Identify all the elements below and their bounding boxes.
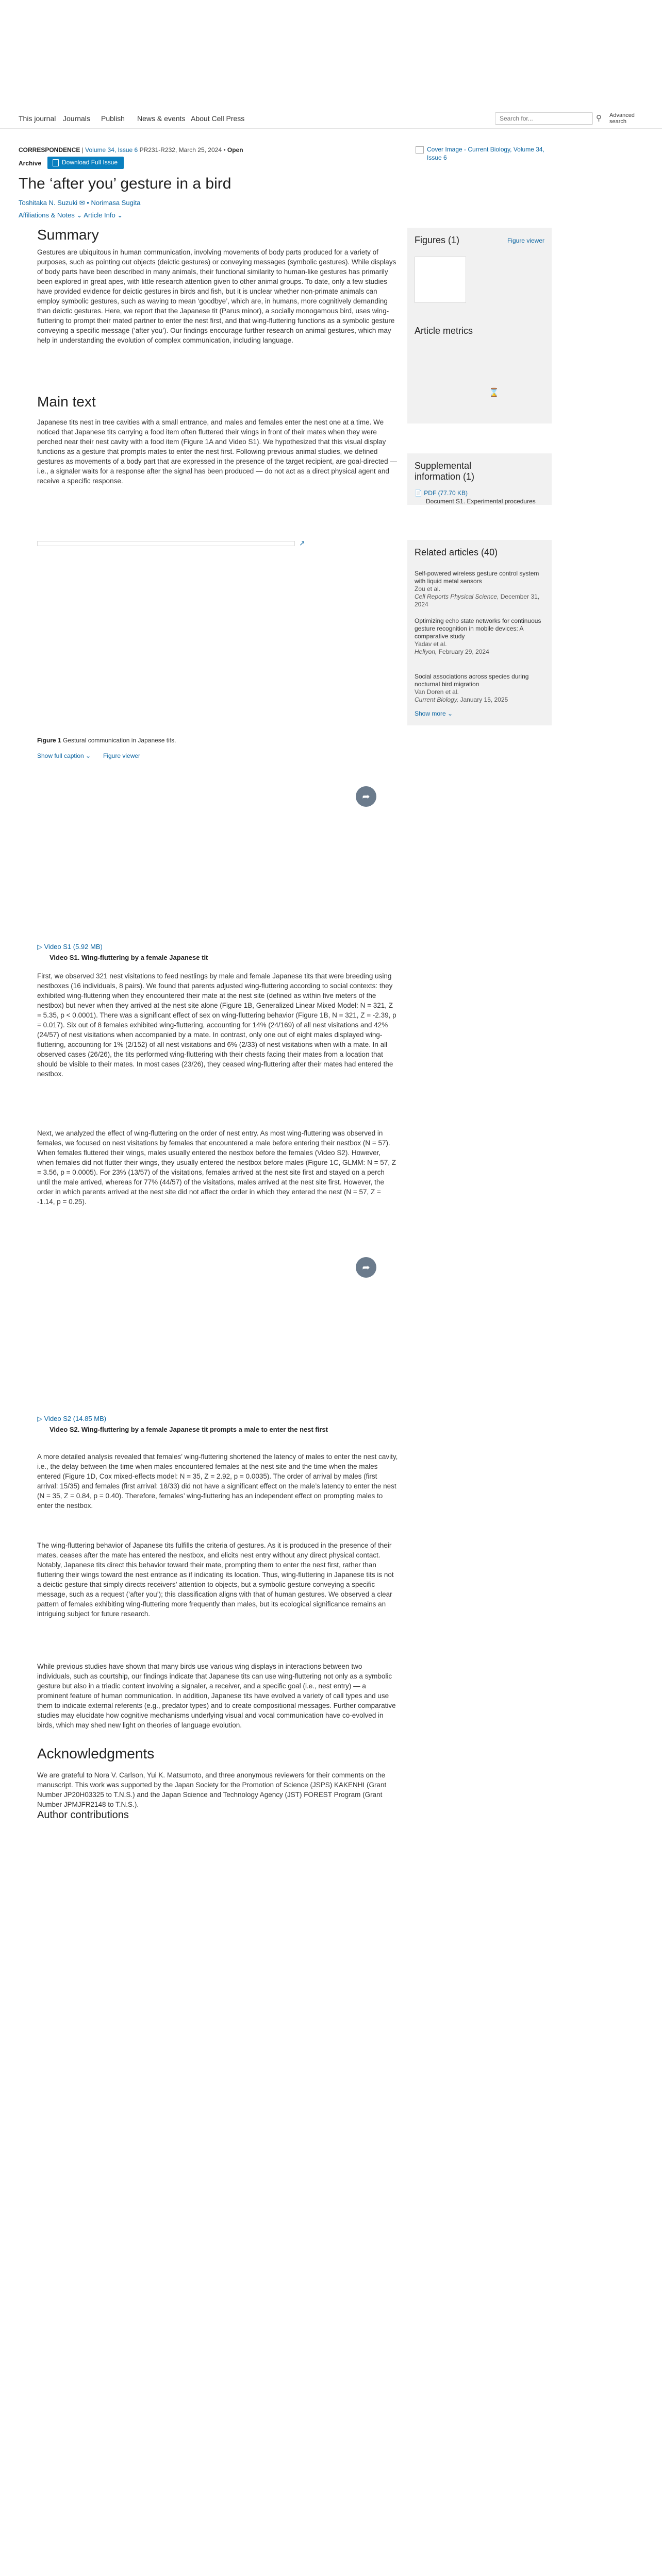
pdf-icon: 📄 xyxy=(415,489,422,497)
supplemental-panel xyxy=(407,453,552,505)
nav-journals[interactable]: Journals xyxy=(63,114,90,123)
download-full-issue-button[interactable] xyxy=(47,157,124,169)
video-s2-link[interactable] xyxy=(37,1415,106,1423)
figure-1-caption xyxy=(37,737,176,744)
show-more-link[interactable]: Show more ⌄ xyxy=(415,710,453,717)
related-item-journal: Current Biology, xyxy=(415,696,459,703)
related-item-authors: Yadav et al. xyxy=(415,640,447,648)
related-item-date: February 29, 2024 xyxy=(438,648,489,655)
article-pages: PR231-R232, March 25, 2024 xyxy=(139,146,222,154)
article-title: The ‘after you’ gesture in a bird xyxy=(19,175,231,192)
analysis-p3: While previous studies have shown that many birds use various wing displays in interactions between two individuals, such as courtship, our findings indicate that Japanese tits can use wing-fluttering not only as a symbolic gesture but also in a triadic context involving a signaler, a receiver, and a specific goal (i.e., nest entry) — a prominent feature of human communication. In addition, Japanese tits have evolved a variety of call types and use them to indicate external referents (e.g., predator types) and to create compositional messages. Further comparative studies may elucidate how cognitive mechanisms underlying visual and vocal communication have co-evolved in birds, which may shed new light on theories of language evolution. xyxy=(37,1663,396,1729)
share-icon-2[interactable]: ➦ xyxy=(356,1257,376,1278)
video-s2-label: Video S2 (14.85 MB) xyxy=(44,1415,107,1422)
cover-image-link[interactable] xyxy=(416,145,550,162)
related-item-title: Social associations across species during nocturnal bird migration xyxy=(415,673,529,688)
download-full-issue-label: Download Full Issue xyxy=(62,159,118,166)
nav-news-events[interactable]: News & events xyxy=(137,114,186,123)
related-item-date: January 15, 2025 xyxy=(460,696,508,703)
supp-pdf-label: PDF (77.70 KB) xyxy=(424,489,468,497)
ack-heading: Acknowledgments xyxy=(37,1745,155,1761)
related-item-date: December 31, 2024 xyxy=(415,593,540,608)
related-item[interactable] xyxy=(415,570,544,608)
video-s1-caption: Video S1. Wing-fluttering by a female Japanese tit xyxy=(49,954,208,961)
analysis-p2: The wing-fluttering behavior of Japanese tits fulfills the criteria of gestures. As it is produced in the presence of their mates, ceases after the mate has entered the nestbox, and elicits nest entry without any direct physical contact. Notably, Japanese tits direct this behavior toward their mate, prompting them to enter the nest first, rather than fluttering their wings toward the nest entrance as if indicating its location. Thus, wing-fluttering in Japanese tits is not a deictic gesture that simply directs receivers’ attention to objects, but a symbolic gesture conveying a specific message, such as a request (‘after you’); this classification aligns with that of human gestures. We observed a clear pattern of females exhibiting wing-fluttering more frequently than males, but its ecological significance remains an intriguing subject for future research. xyxy=(37,1541,394,1618)
figures-title: Figures (1) xyxy=(415,235,460,245)
analysis-p1: A more detailed analysis revealed that females’ wing-fluttering shortened the latency of males to enter the nest cavity, i.e., the delay between the time when males encountered females at the nest site and the time when the males entered (Figure 1D, Cox mixed-effects model: N = 35, Z = 2.92, p = 0.0035). The order of arrival by males (first arrival: 15/35) and females (first arrival: 18/33) did not have a significant effect on the male’s latency to enter the nest (N = 35, Z = 0.84, p = 0.40). Therefore, females’ wing-fluttering has an independent effect on prompting males to enter the nestbox. xyxy=(37,1453,398,1510)
figure-1-caption-text: Gestural communication in Japanese tits. xyxy=(63,737,176,744)
affiliations-article-info[interactable]: Affiliations & Notes ⌄ Article Info ⌄ xyxy=(19,211,123,219)
video-s1-link[interactable] xyxy=(37,943,103,951)
cover-image-label: Cover Image - Current Biology, Volume 34, Issue 6 xyxy=(427,146,544,161)
sidebar-figure-viewer-link[interactable]: Figure viewer xyxy=(507,237,544,244)
open-access-badge: Open xyxy=(227,146,243,154)
nav-publish[interactable]: Publish xyxy=(101,114,125,123)
figures-panel xyxy=(407,228,552,423)
article-type: CORRESPONDENCE xyxy=(19,146,80,154)
video-s2-caption: Video S2. Wing-fluttering by a female Japanese tit prompts a male to enter the nest first xyxy=(49,1426,328,1433)
article-meta: CORRESPONDENCE | Volume 34, Issue 6 PR231-R232, March 25, 2024 • Open xyxy=(19,146,243,154)
show-full-caption-link[interactable]: Show full caption ⌄ xyxy=(37,752,91,759)
related-item-authors: Van Doren et al. xyxy=(415,688,459,696)
figure-thumbnail[interactable] xyxy=(415,257,466,303)
author-contrib-heading: Author contributions xyxy=(37,1809,129,1821)
supp-pdf-link[interactable] xyxy=(415,489,468,497)
nav-this-journal[interactable]: This journal xyxy=(19,114,56,123)
related-item[interactable] xyxy=(415,673,544,704)
author-list[interactable]: Toshitaka N. Suzuki ✉ • Norimasa Sugita xyxy=(19,199,141,207)
top-nav xyxy=(0,108,662,129)
loading-icon: ⌛ xyxy=(489,388,499,397)
related-item-title: Optimizing echo state networks for continuous gesture recognition in mobile devices: A comparative study xyxy=(415,617,541,640)
related-item-authors: Zou et al. xyxy=(415,585,441,592)
search-input[interactable] xyxy=(495,112,593,125)
image-icon xyxy=(416,146,424,154)
ack-text: We are grateful to Nora V. Carlson, Yui K. Matsumoto, and three anonymous reviewers for their comments on the manuscript. This work was supported by the Japan Society for the Promotion of Science (JSPS) KAKENHI (Grant Number JP20H03325 to T.N.S.) and the Japan Science and Technology Agency (JST) FOREST Program (Grant Number JPMJFR2148 to T.N.S.). xyxy=(37,1771,387,1808)
results-p2: Next, we analyzed the effect of wing-fluttering on the order of nest entry. As most wing-fluttering was observed in females, we focused on nest visitations by females that encountered a male before entering their nestbox (N = 57). When females fluttered their wings, males usually entered the nestbox before the females (Video S2). However, when females did not flutter their wings, they usually entered the nestbox before males (Figure 1C, GLMM: N = 57, Z = 3.56, p = 0.0005). For 23% (13/57) of the visitations, females arrived at the nest site first and stayed on a perch until the male arrived, whereas for 77% (44/57) of the visitations, males arrived at the nest site first. However, the order in which parents arrived at the nest site did not affect the order in which they entered the nest (N = 57, Z = -1.14, p = 0.25). xyxy=(37,1129,396,1206)
main-text-p1: Japanese tits nest in tree cavities with a small entrance, and males and females enter the nest one at a time. We noticed that Japanese tits carrying a food item often fluttered their wings in front of their mates when they were perched near their nest cavity with a food item (Figure 1A and Video S1). We hypothesized that this visual display functions as a gesture that prompts mates to enter the nest first. Following previous animal studies, we defined gestures as movements of a body part that are expressed in the presence of the target recipient, are goal-directed — i.e., a signaler waits for a response after the signal has been produced — do not act as a direct physical agent and receive a specific response. xyxy=(37,418,397,485)
related-title: Related articles (40) xyxy=(415,547,498,557)
share-icon[interactable]: ➦ xyxy=(356,786,376,807)
metrics-title: Article metrics xyxy=(415,326,473,336)
supp-doc-label: Document S1. Experimental procedures xyxy=(426,498,536,505)
figure-viewer-link[interactable]: Figure viewer xyxy=(103,752,141,759)
figure-1-label: Figure 1 xyxy=(37,737,61,744)
results-p1: First, we observed 321 nest visitations to feed nestlings by male and female Japanese tits that were breeding using nestboxes (16 individuals, 8 pairs). We found that parents adjusted wing-fluttering according to social contexts: they exhibited wing-fluttering when they encountered their mate at the nest site (defined as within five meters of the nestbox) but never when they arrived at the nest site alone (Figure 1B, Generalized Linear Mixed Model: N = 321, Z = 5.35, p < 0.0001). There was a significant effect of sex on wing-fluttering behavior (Figure 1B, N = 321, Z = -2.39, p = 0.017). Six out of 8 females exhibited wing-fluttering, accounting for 14% (24/169) of all nest visitations and 42% (24/57) of nest visitations when accompanied by a mate. In contrast, only one out of eight males displayed wing-fluttering, accounting for 1% (2/152) of all nest visitations and 6% (2/33) of nest visitations when with a mate. In all observed cases (26/26), the tits performed wing-fluttering with their chests facing their mates from a location that should be visible to their mates. In most cases (23/26), they ceased wing-fluttering after their mates had entered the nestbox. xyxy=(37,972,396,1078)
related-item-journal: Cell Reports Physical Science, xyxy=(415,593,499,600)
supp-title: Supplemental information (1) xyxy=(415,461,475,482)
video-s1-label: Video S1 (5.92 MB) xyxy=(44,943,103,951)
pdf-icon xyxy=(53,159,59,166)
volume-link[interactable]: Volume 34, Issue 6 xyxy=(85,146,138,154)
related-panel xyxy=(407,540,552,725)
related-item-journal: Heliyon, xyxy=(415,648,437,655)
video-icon: ▷ xyxy=(37,1415,42,1422)
search-icon[interactable]: ⚲ xyxy=(596,114,602,123)
advanced-search-link[interactable]: Advanced search xyxy=(609,112,635,125)
summary-heading: Summary xyxy=(37,227,99,243)
nav-about[interactable]: About Cell Press xyxy=(191,114,245,123)
main-text-heading: Main text xyxy=(37,394,96,410)
related-item-title: Self-powered wireless gesture control system with liquid metal sensors xyxy=(415,570,539,585)
video-icon: ▷ xyxy=(37,943,42,951)
summary-text: Gestures are ubiquitous in human communication, involving movements of body parts produced for a variety of purposes, such as pointing out objects (deictic gestures) or conveying messages (symbolic gestures). While displays of body parts have been described in many animals, their functional similarity to human-like gestures has primarily been explored in great apes, with little research attention given to other animal groups. To date, only a few studies have provided evidence for deictic gestures in birds and fish, but it is unclear whether non-primate animals can employ symbolic gestures, such as waving to mean ‘goodbye’, which are, in humans, more cognitively demanding than deictic gestures. Here, we report that the Japanese tit (Parus minor), a socially monogamous bird, uses wing-fluttering to prompt their mated partner to enter the nest first, and that wing-fluttering functions as a symbolic gesture conveying a specific message (‘after you’). Our findings encourage further research on animal gestures, which may help in understanding the evolution of complex communication, including language. xyxy=(37,248,396,344)
related-item[interactable] xyxy=(415,617,544,656)
archive-label: Archive xyxy=(19,160,42,167)
figure-1-image[interactable] xyxy=(37,541,295,546)
expand-figure-icon[interactable]: ↗ xyxy=(299,539,305,547)
